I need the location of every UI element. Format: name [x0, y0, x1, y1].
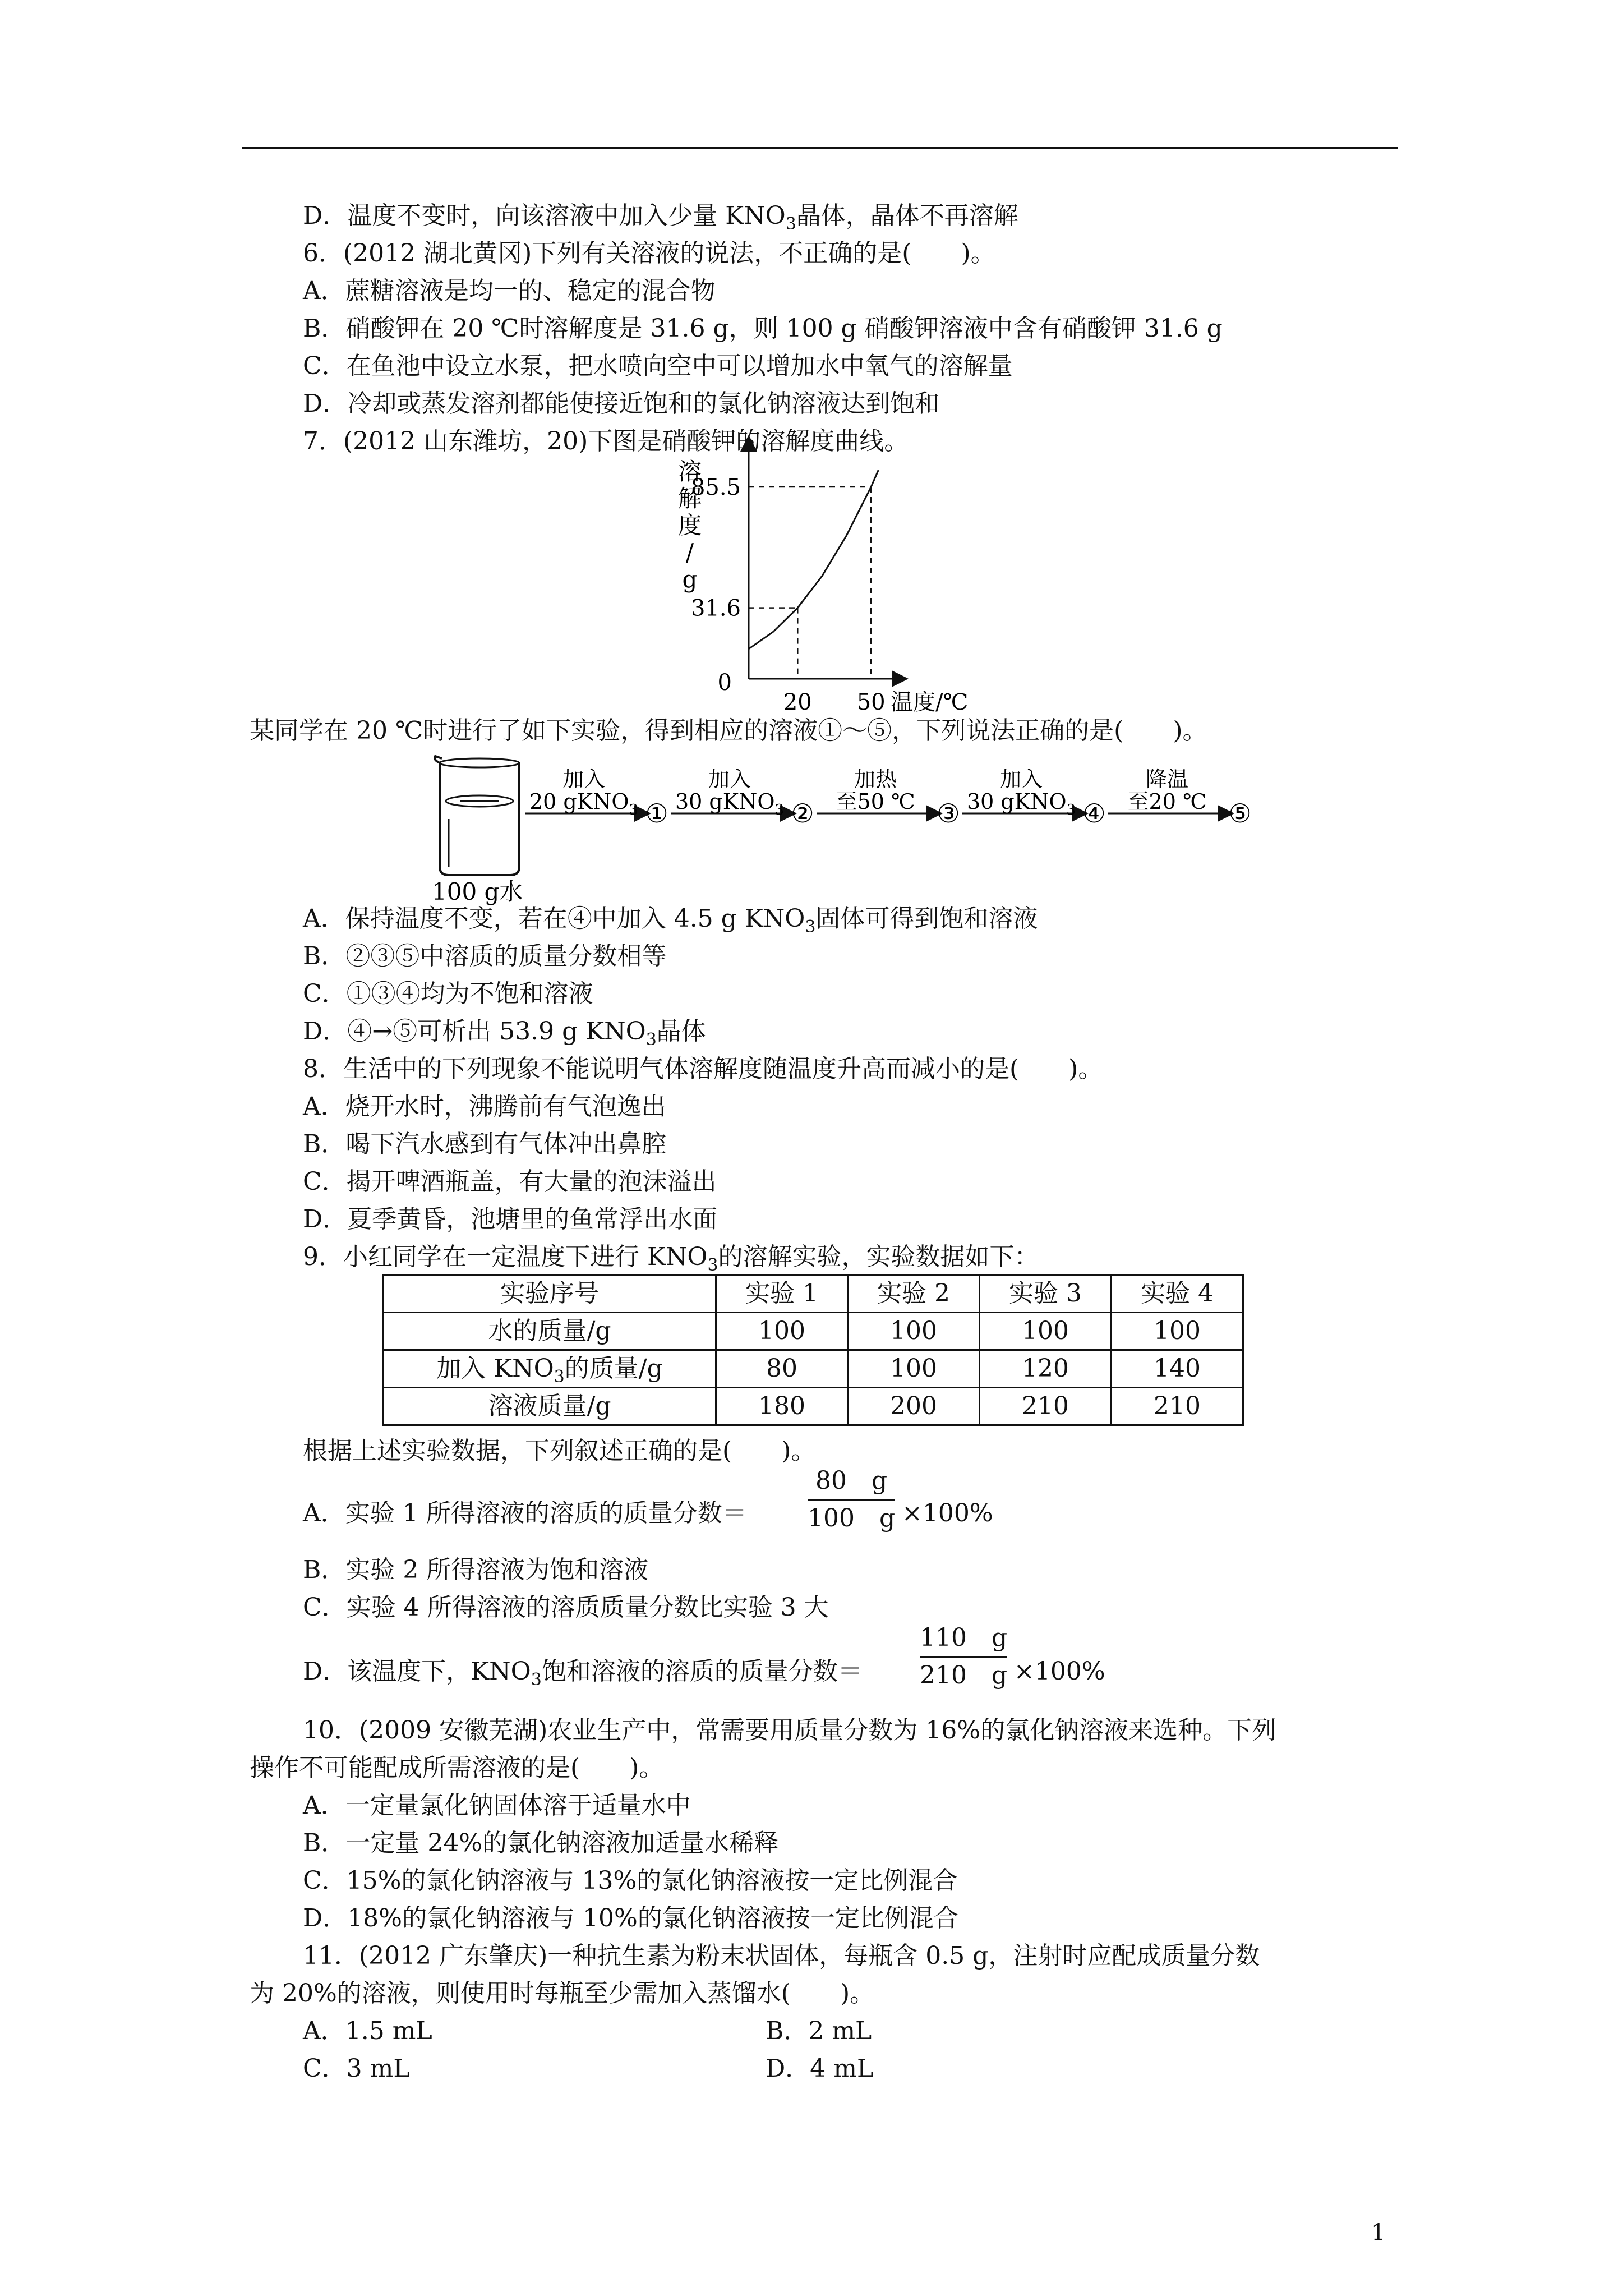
x-axis-label: 温度/℃ — [891, 689, 969, 715]
q5-option-d: D．温度不变时，向该溶液中加入少量 $KNO_3$晶体，晶体不再溶解 — [303, 201, 1018, 234]
y-tick-label: 85.5 — [690, 475, 741, 500]
q8-option-b: B．喝下汽水感到有气体冲出鼻腔 — [303, 1130, 667, 1158]
q10-option-b: B．一定量 24%的氯化钠溶液加适量水稀释 — [303, 1829, 779, 1857]
flow-solution-label: ① — [645, 798, 668, 829]
q10-option-d: D．18%的氯化钠溶液与 10%的氯化钠溶液按一定比例混合 — [303, 1904, 958, 1932]
y-axis-label-char: 度 — [677, 512, 702, 539]
q7-option-d: D．④→⑤可析出 53.9 g $KNO_3$晶体 — [303, 1017, 706, 1050]
table-header-cell: 实验序号 — [384, 1275, 716, 1313]
q8-option-d: D．夏季黄昏，池塘里的鱼常浮出水面 — [303, 1205, 718, 1234]
table-row-label: 加入 $KNO_3$的质量/g — [384, 1350, 716, 1388]
fraction-d-multiplier: ×100% — [1014, 1657, 1105, 1686]
y-axis-label-char: g — [682, 565, 698, 593]
fraction-d-numerator: 110 g — [920, 1623, 1008, 1652]
beaker-icon — [435, 756, 519, 875]
q9-option-b: B．实验 2 所得溶液为饱和溶液 — [303, 1556, 649, 1584]
q8-option-c: C．揭开啤酒瓶盖，有大量的泡沫溢出 — [303, 1167, 717, 1196]
table-cell: 100 — [980, 1313, 1112, 1350]
q6-stem: 6．(2012 湖北黄冈)下列有关溶液的说法，不正确的是( )。 — [303, 239, 995, 268]
fraction-d-denominator: 210 g — [920, 1661, 1008, 1690]
table-cell: 100 — [848, 1313, 980, 1350]
q10-stem-line1: 10．(2009 安徽芜湖)农业生产中，常需要用质量分数为 16%的氯化钠溶液来选种。下列 — [303, 1716, 1277, 1745]
origin-label: 0 — [717, 670, 732, 696]
flow-step-top: 加热 — [854, 767, 897, 792]
experiment-flow — [426, 740, 1252, 909]
fraction-a-bar — [808, 1499, 895, 1501]
table-row — [384, 1313, 1243, 1350]
y-axis-label-char: 解 — [677, 485, 702, 512]
table-cell: 80 — [716, 1350, 848, 1388]
flow-solution-label: ④ — [1082, 798, 1106, 829]
fraction-a-numerator: 80 g — [815, 1466, 888, 1495]
fraction-d — [920, 1621, 1007, 1692]
q11-stem-line1: 11．(2012 广东肇庆)一种抗生素为粉末状固体，每瓶含 0.5 g，注射时应配成质量分数 — [303, 1941, 1260, 1970]
table-header-cell: 实验 3 — [980, 1275, 1112, 1313]
q11-option-d: D．4 mL — [766, 2054, 874, 2083]
y-axis-label-char: 溶 — [677, 458, 702, 485]
q6-option-b: B．硝酸钾在 20 ℃时溶解度是 31.6 g，则 100 g 硝酸钾溶液中含有硝酸钾 31.6 g — [303, 314, 1223, 343]
flow-step-top: 加入 — [708, 767, 751, 792]
table-cell: 100 — [716, 1313, 848, 1350]
y-tick-label: 31.6 — [690, 595, 741, 622]
flow-solution-label: ③ — [937, 798, 960, 829]
table-row-label: 水的质量/g — [384, 1313, 716, 1350]
solubility-chart — [651, 452, 1021, 721]
q8-stem: 8．生活中的下列现象不能说明气体溶解度随温度升高而减小的是( )。 — [303, 1055, 1103, 1083]
q6-option-d: D．冷却或蒸发溶剂都能使接近饱和的氯化钠溶液达到饱和 — [303, 389, 940, 418]
table-header-cell: 实验 1 — [716, 1275, 848, 1313]
flow-step-bottom: 20 gKNO$_3$ — [529, 789, 639, 818]
x-tick-label: 50 — [856, 689, 886, 715]
flow-step-bottom: 30 gKNO$_3$ — [675, 789, 785, 818]
flow-solution-label: ⑤ — [1228, 798, 1252, 829]
solubility-curve — [749, 470, 878, 649]
q11-stem-line2: 为 20%的溶液，则使用时每瓶至少需加入蒸馏水( )。 — [250, 1979, 875, 2008]
table-cell: 140 — [1112, 1350, 1243, 1388]
header-rule — [242, 147, 1398, 149]
table-header-row — [384, 1275, 1243, 1313]
q8-option-a: A．烧开水时，沸腾前有气泡逸出 — [303, 1092, 666, 1121]
table-row-label: 溶液质量/g — [384, 1388, 716, 1425]
fraction-a — [808, 1464, 895, 1535]
flow-step-bottom: 至20 ℃ — [1127, 789, 1207, 814]
y-axis-label-char: / — [685, 539, 694, 566]
table-cell: 180 — [716, 1388, 848, 1425]
flow-step-bottom: 30 gKNO$_3$ — [966, 789, 1076, 818]
fraction-d-bar — [920, 1656, 1007, 1658]
table-cell: 120 — [980, 1350, 1112, 1388]
table-header-cell: 实验 4 — [1112, 1275, 1243, 1313]
q11-option-b: B．2 mL — [766, 2017, 872, 2045]
table-cell: 200 — [848, 1388, 980, 1425]
fraction-a-denominator: 100 g — [808, 1504, 896, 1533]
fraction-a-multiplier: ×100% — [902, 1499, 993, 1527]
table-cell: 210 — [1112, 1388, 1243, 1425]
q6-option-c: C．在鱼池中设立水泵，把水喷向空中可以增加水中氧气的溶解量 — [303, 352, 1013, 380]
q7-text: 某同学在 20 ℃时进行了如下实验，得到相应的溶液①～⑤，下列说法正确的是( )。 — [250, 716, 1207, 745]
q9-stem: 9．小红同学在一定温度下进行 $KNO_3$的溶解实验，实验数据如下： — [303, 1243, 1039, 1275]
q7-option-a: A．保持温度不变，若在④中加入 4.5 g $KNO_3$固体可得到饱和溶液 — [303, 904, 1038, 937]
table-header-cell: 实验 2 — [848, 1275, 980, 1313]
q9-option-a: A．实验 1 所得溶液的溶质的质量分数＝ — [303, 1499, 747, 1527]
flow-step-top: 加入 — [562, 767, 606, 792]
table-cell: 210 — [980, 1388, 1112, 1425]
q9-option-c: C．实验 4 所得溶液的溶质质量分数比实验 3 大 — [303, 1593, 829, 1622]
table-row — [384, 1388, 1243, 1425]
q10-stem-line2: 操作不可能配成所需溶液的是( )。 — [250, 1754, 664, 1782]
table-cell: 100 — [848, 1350, 980, 1388]
beaker-label: 100 g水 — [432, 878, 523, 905]
q7-option-b: B．②③⑤中溶质的质量分数相等 — [303, 942, 667, 970]
q10-option-c: C．15%的氯化钠溶液与 13%的氯化钠溶液按一定比例混合 — [303, 1866, 958, 1895]
flow-step-top: 降温 — [1145, 767, 1189, 792]
q10-option-a: A．一定量氯化钠固体溶于适量水中 — [303, 1791, 691, 1820]
q7-stem: 7．(2012 山东潍坊，20)下图是硝酸钾的溶解度曲线。 — [303, 427, 909, 455]
x-tick-label: 20 — [783, 689, 812, 715]
q11-option-a: A．1.5 mL — [303, 2017, 432, 2045]
q9-text: 根据上述实验数据，下列叙述正确的是( )。 — [303, 1437, 816, 1465]
flow-step-top: 加入 — [999, 767, 1043, 792]
page-number: 1 — [1371, 2220, 1386, 2246]
table-row — [384, 1350, 1243, 1388]
q7-option-c: C．①③④均为不饱和溶液 — [303, 979, 593, 1008]
q11-option-c: C．3 mL — [303, 2054, 410, 2083]
flow-solution-label: ② — [791, 798, 814, 829]
table-cell: 100 — [1112, 1313, 1243, 1350]
q6-option-a: A．蔗糖溶液是均一的、稳定的混合物 — [303, 277, 716, 305]
kno3-data-table — [382, 1274, 1244, 1426]
flow-step-bottom: 至50 ℃ — [836, 789, 915, 814]
q9-option-d: D．该温度下，$KNO_3$饱和溶液的溶质的质量分数＝ — [303, 1657, 863, 1690]
